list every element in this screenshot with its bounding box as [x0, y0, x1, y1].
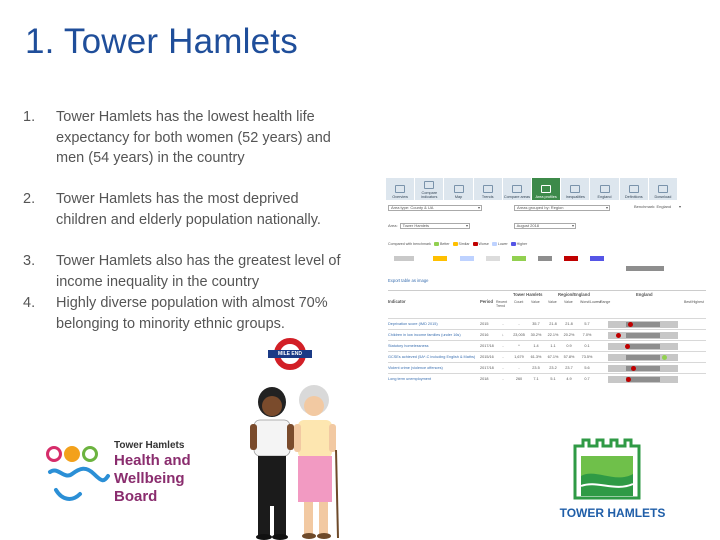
slide-title: 1. Tower Hamlets — [25, 22, 298, 61]
england-icon — [600, 185, 610, 193]
residents-illustration — [236, 380, 348, 540]
point-number: 1. — [23, 109, 36, 125]
cell-eng: 21.8 — [565, 322, 573, 326]
areas-grouped-select[interactable]: Areas grouped by: Region — [514, 205, 610, 211]
indicator-table — [388, 318, 706, 384]
nav-area-profiles[interactable]: Area profiles — [532, 178, 561, 200]
nav-compare-areas[interactable]: Compare areas — [503, 178, 532, 200]
underground-roundel — [268, 338, 312, 374]
point-text: Highly diverse population with almost 70% belonging to minority ethnic groups. — [56, 295, 328, 332]
cell-last: 0.1 — [584, 344, 590, 348]
cell-trend: ↓ — [502, 333, 504, 337]
table-row — [388, 362, 706, 373]
scatter-icon — [424, 181, 434, 189]
cell-period: 2017/18 — [480, 344, 494, 348]
cell-eng: 20.2% — [563, 333, 575, 337]
cell-region: 23.2 — [549, 366, 557, 370]
cell-indicator[interactable]: Children in low income families (under 16s) — [388, 333, 461, 337]
point-text: Tower Hamlets has the lowest health life expectancy for both women (52 years) and men (54 years) in the country — [56, 109, 331, 166]
circle-icon — [82, 446, 98, 462]
cell-count: - — [518, 366, 520, 370]
point-number: 3. — [23, 253, 36, 269]
nav-england[interactable]: England — [590, 178, 619, 200]
cell-indicator[interactable]: GCSEs achieved (5A*-C including English & Maths) — [388, 355, 476, 359]
cell-period: 2018 — [480, 377, 489, 381]
hwb-circles — [46, 446, 98, 462]
circle-icon — [64, 446, 80, 462]
hwb-line1: Tower Hamlets — [114, 440, 185, 451]
cell-period: 2015/16 — [480, 355, 494, 359]
legend-swatches — [388, 256, 704, 266]
cell-region: 21.8 — [549, 322, 557, 326]
roundel-bar: MILE END — [268, 350, 312, 358]
cell-trend: - — [502, 322, 504, 326]
cell-eng: 0.9 — [566, 344, 572, 348]
download-icon — [658, 185, 668, 193]
nav-download[interactable]: Download — [649, 178, 678, 200]
book-icon — [629, 185, 639, 193]
legend-item: Similar — [453, 242, 470, 246]
hwb-line2: Health and Wellbeing Board — [114, 452, 191, 505]
col-area: Tower Hamlets — [513, 292, 543, 297]
health-wellbeing-board-logo — [46, 436, 206, 508]
cell-region: 5.1 — [550, 377, 556, 381]
cell-trend: - — [502, 355, 504, 359]
table-row — [388, 318, 706, 329]
nav-definitions[interactable]: Definitions — [620, 178, 649, 200]
area-marker — [625, 344, 630, 349]
wave-icon — [48, 464, 110, 504]
tower-hamlets-logo — [555, 438, 670, 520]
nav-overview[interactable]: Overview — [386, 178, 415, 200]
overview-icon — [395, 185, 405, 193]
range-bar — [608, 354, 678, 361]
line-chart-icon — [483, 185, 493, 193]
area-row — [388, 222, 576, 229]
circle-icon — [46, 446, 62, 462]
cell-indicator[interactable]: Deprivation score (IMD 2015) — [388, 322, 438, 326]
cell-last: 73.5% — [581, 355, 593, 359]
table-row — [388, 329, 706, 340]
benchmark-legend — [388, 242, 527, 246]
cell-count: 260 — [515, 377, 523, 381]
cell-eng: 4.9 — [566, 377, 572, 381]
nav-compare-indicators[interactable]: Compare indicators — [415, 178, 444, 200]
legend-item: Better — [434, 242, 450, 246]
cell-trend: - — [502, 344, 504, 348]
table-row — [388, 373, 706, 384]
range-legend-bar — [626, 266, 664, 271]
area-type-select[interactable]: Area type: County & UA — [388, 205, 482, 211]
cell-last: 5.7 — [584, 322, 590, 326]
point-text: Tower Hamlets also has the greatest level of income inequality in the country — [56, 253, 341, 290]
cell-value: 23.5 — [532, 366, 540, 370]
nav-inequalities[interactable]: Inequalities — [561, 178, 590, 200]
area-marker — [616, 333, 621, 338]
col-value-3: Value — [564, 300, 573, 304]
castle-icon — [555, 438, 670, 504]
points-list — [18, 107, 348, 334]
profile-icon — [541, 185, 551, 193]
legend-item: Lower — [492, 242, 508, 246]
point-text: Tower Hamlets has the most deprived children and elderly population nationally. — [56, 191, 321, 228]
cell-region: 1.1 — [550, 344, 556, 348]
table-row — [388, 340, 706, 351]
cell-value: 35.7 — [532, 322, 540, 326]
area-marker — [628, 322, 633, 327]
cell-eng: 23.7 — [565, 366, 573, 370]
cell-trend: - — [502, 366, 504, 370]
cell-period: 2016 — [480, 333, 489, 337]
area-select[interactable]: Tower Hamlets — [400, 223, 470, 229]
point-number: 4. — [23, 295, 36, 311]
fingertips-nav — [386, 178, 678, 200]
col-value-2: Value — [548, 300, 557, 304]
cell-last: 0.7 — [584, 377, 590, 381]
point-number: 2. — [23, 191, 36, 207]
col-count: Count — [514, 300, 524, 304]
map-pin-icon — [454, 185, 464, 193]
cell-last: 5.6 — [584, 366, 590, 370]
range-bar — [608, 343, 678, 350]
cell-period: 2015 — [480, 322, 489, 326]
period-select[interactable]: August 2018 — [514, 223, 576, 229]
table-header — [388, 290, 706, 310]
col-region: Region/England — [558, 292, 590, 297]
bar-chart-icon — [512, 185, 522, 193]
col-period: Period — [480, 299, 494, 304]
point-item — [18, 107, 348, 189]
fingertips-screenshot — [386, 178, 708, 381]
range-bar — [608, 321, 678, 328]
cell-count: 1,679 — [514, 355, 524, 359]
nav-map[interactable]: Map — [444, 178, 473, 200]
cell-region: 22.1% — [547, 333, 559, 337]
col-range: Range — [600, 300, 611, 304]
legend-item: Higher — [511, 242, 528, 246]
inequality-icon — [570, 185, 580, 193]
cell-indicator[interactable]: Statutory homelessness — [388, 344, 429, 348]
col-value: Value — [531, 300, 540, 304]
cell-count: * — [518, 344, 520, 348]
cell-count: - — [518, 322, 520, 326]
cell-last: 7.0% — [582, 333, 592, 337]
cell-value: 1.4 — [533, 344, 539, 348]
cell-indicator[interactable]: Violent crime (violence offences) — [388, 366, 443, 370]
col-best: Best/Highest — [684, 300, 704, 304]
col-indicator: Indicator — [388, 299, 406, 304]
legend-item: Worse — [473, 242, 489, 246]
col-england: England — [636, 292, 653, 297]
cell-count: 23,005 — [513, 333, 525, 337]
cell-indicator[interactable]: Long term unemployment — [388, 377, 432, 381]
table-row — [388, 351, 706, 362]
cell-trend: - — [502, 377, 504, 381]
point-item — [18, 293, 348, 334]
col-trend: Recent Trend — [496, 300, 508, 308]
cell-value: 61.3% — [530, 355, 542, 359]
area-type-row — [388, 204, 682, 211]
col-worst: Worst/Lowest — [580, 300, 602, 304]
point-item — [18, 189, 348, 251]
cell-region: 67.1% — [547, 355, 559, 359]
nav-trends[interactable]: Trends — [474, 178, 503, 200]
export-link[interactable]: Export table as image — [388, 278, 429, 283]
cell-period: 2017/18 — [480, 366, 494, 370]
th-logo-text: TOWER HAMLETS — [559, 506, 666, 520]
cell-value: 7.1 — [533, 377, 539, 381]
range-bar — [608, 376, 678, 383]
area-label: Area: — [388, 223, 398, 228]
cell-value: 30.2% — [530, 333, 542, 337]
benchmark-label: Benchmark: England — [632, 205, 682, 211]
cell-eng: 57.8% — [563, 355, 575, 359]
point-item — [18, 251, 348, 293]
legend-title: Compared with benchmark — [388, 242, 431, 246]
range-bar — [608, 365, 678, 372]
